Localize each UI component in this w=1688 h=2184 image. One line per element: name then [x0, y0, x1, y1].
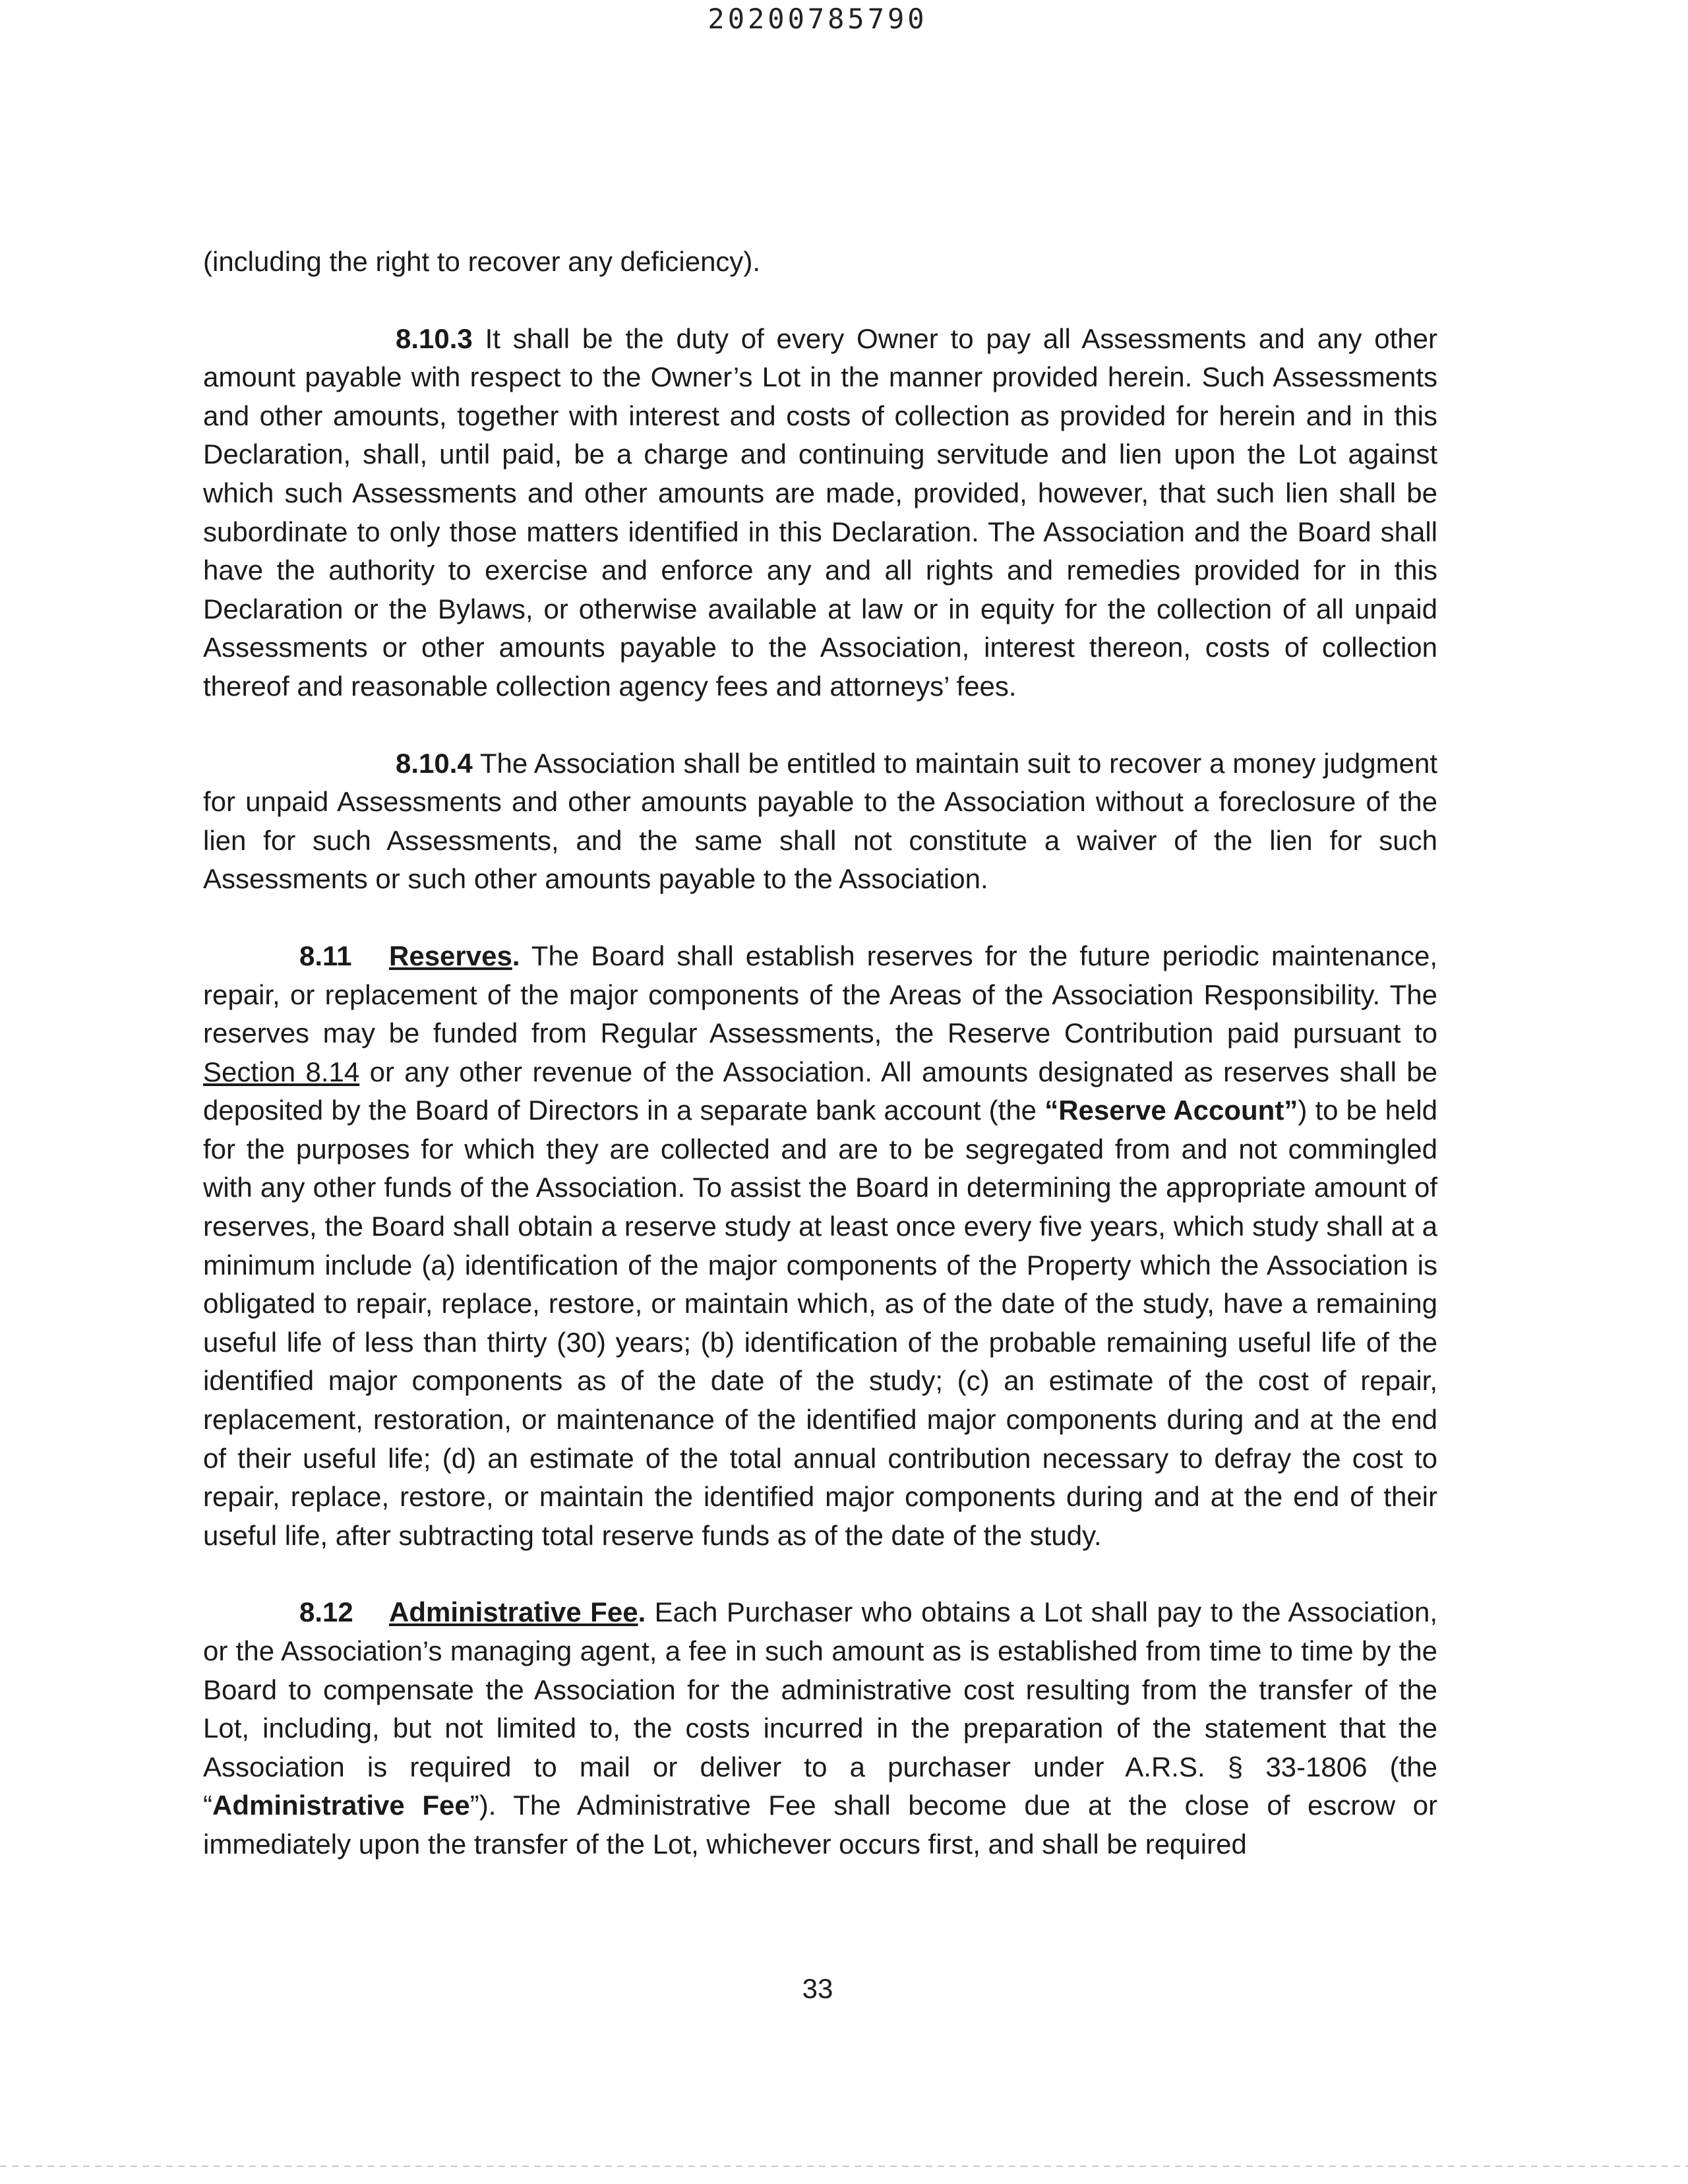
paragraph-text: The Board shall establish reserves for the future periodic maintenance, repair, or replacement of the major components of the Areas of the Association Responsibility. The reserves may be funded from Regular Assessments, the Reserve Contribution paid pursuant to	[203, 940, 1437, 1049]
heading-period: .	[638, 1596, 646, 1628]
paragraph-8-11-reserves	[203, 937, 1437, 1556]
document-body	[203, 243, 1437, 1864]
section-reference-link[interactable]: Section 8.14	[203, 1056, 360, 1087]
paragraph-text: ) to be held for the purposes for which they are collected and are to be segregated from and not commingled with any other funds of the Association. To assist the Board in determining the appropriate amount of reserves, the Board shall obtain a reserve study at least once every five years, which study shall at a minimum include (a) identification of the major components of the Property which the Association is obligated to repair, replace, restore, or maintain which, as of the date of the study, have a remaining useful life of less than thirty (30) years; (b) identification of the probable remaining useful life of the identified major components as of the date of the study; (c) an estimate of the cost of repair, replacement, restoration, or maintenance of the identified major components during and at the end of their useful life; (d) an estimate of the total annual contribution necessary to defray the cost to repair, replace, restore, or maintain the identified major components during and at the end of their useful life, after subtracting total reserve funds as of the date of the study.	[203, 1095, 1437, 1551]
section-number: 8.10.4	[396, 747, 473, 779]
paragraph-text: It shall be the duty of every Owner to pay all Assessments and any other amount payable with respect to the Owner’s Lot in the manner provided herein. Such Assessments and other amounts, together with interest and costs of collection as provided for herein and in this Declaration, shall, until paid, be a charge and continuing servitude and lien upon the Lot against which such Assessments and other amounts are made, provided, however, that such lien shall be subordinate to only those matters identified in this Declaration. The Association and the Board shall have the authority to exercise and enforce any and all rights and remedies provided for in this Declaration or the Bylaws, or otherwise available at law or in equity for the collection of all unpaid Assessments or other amounts payable to the Association, interest thereon, costs of collection thereof and reasonable collection agency fees and attorneys’ fees.	[203, 322, 1437, 702]
defined-term: Administrative Fee	[212, 1790, 470, 1821]
paragraph-text: ”). The Administrative Fee shall become due at the close of escrow or immediately upon the transfer of the Lot, whichever occurs first, and shall be required	[203, 1790, 1437, 1860]
paragraph-continuation: (including the right to recover any deficiency).	[203, 246, 761, 277]
section-number: 8.12	[299, 1596, 353, 1628]
heading-period: .	[512, 940, 520, 971]
scan-edge-line	[0, 2166, 1688, 2167]
document-number: 20200785790	[708, 3, 928, 35]
paragraph-8-10-3	[203, 320, 1437, 706]
section-heading: Reserves	[389, 940, 512, 971]
page-number: 33	[802, 1973, 833, 2004]
paragraph-text: Each Purchaser who obtains a Lot shall pay to the Association, or the Association’s managing agent, a fee in such amount as is established from time to time by the Board to compensate the Association for the administrative cost resulting from the transfer of the Lot, including, but not limited to, the costs incurred in the preparation of the statement that the Association is required to mail or deliver to a purchaser under A.R.S. § 33-1806 (the “	[203, 1596, 1438, 1821]
section-number: 8.10.3	[396, 322, 473, 354]
defined-term: “Reserve Account”	[1044, 1095, 1298, 1126]
paragraph-text: The Association shall be entitled to maintain suit to recover a money judgment for unpaid Assessments and other amounts payable to the Association without a foreclosure of the lien for such Assessments, and the same shall not constitute a waiver of the lien for such Assessments or such other amounts payable to the Association.	[203, 747, 1437, 895]
section-heading: Administrative Fee	[389, 1596, 638, 1628]
paragraph-8-10-4	[203, 744, 1437, 899]
section-number: 8.11	[299, 940, 352, 971]
paragraph-text: or any other revenue of the Association. All amounts designated as reserves shall be deposited by the Board of Directors in a separate bank account (the	[203, 1056, 1437, 1126]
paragraph-8-12-administrative-fee	[203, 1593, 1437, 1864]
